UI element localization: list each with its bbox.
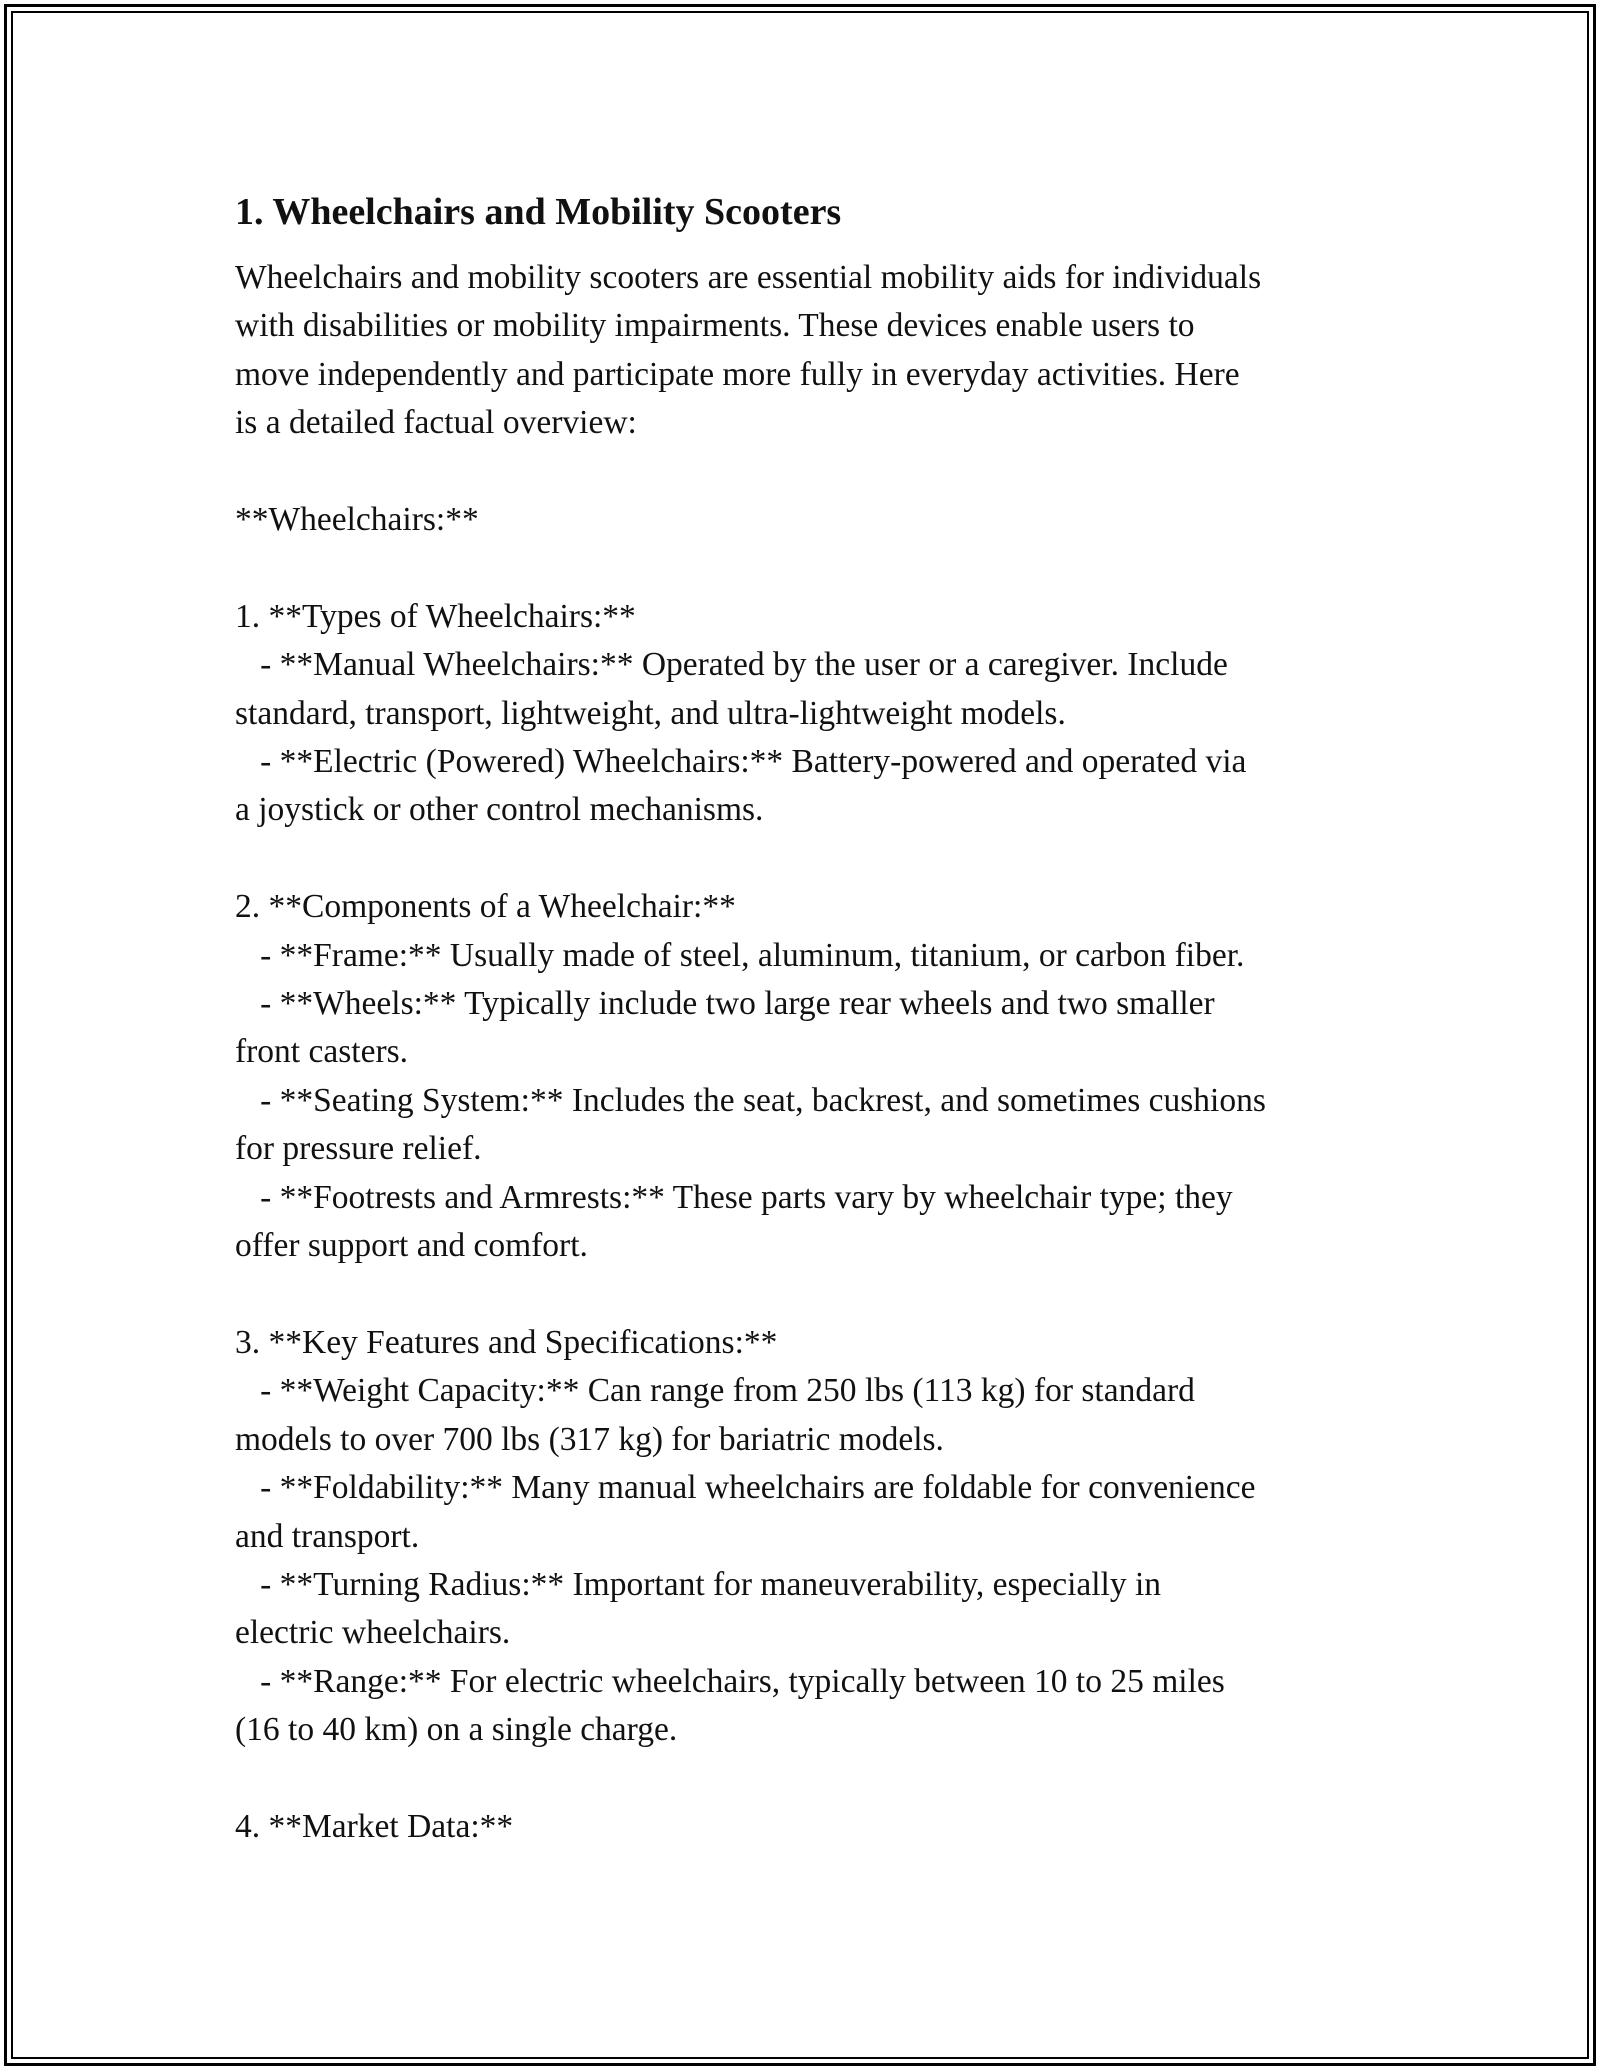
section3-line: - **Weight Capacity:** Can range from 250 lbs (113 kg) for standard [235,1372,1195,1410]
document-page [235,186,1385,1851]
section2-line: - **Seating System:** Includes the seat, backrest, and sometimes cushions [235,1081,1266,1119]
section3-line: and transport. [235,1517,420,1555]
blank-line [235,544,1385,592]
section2-line: - **Wheels:** Typically include two large rear wheels and two smaller [235,985,1215,1023]
section1-line: - **Manual Wheelchairs:** Operated by the user or a caregiver. Include [235,646,1228,684]
blank-line [235,1270,1385,1318]
section1-line: standard, transport, lightweight, and ultra-lightweight models. [235,694,1066,732]
document-title: 1. Wheelchairs and Mobility Scooters [235,191,842,233]
intro-line: Wheelchairs and mobility scooters are essential mobility aids for individuals [235,259,1262,296]
section2-line: - **Frame:** Usually made of steel, aluminum, titanium, or carbon fiber. [235,936,1245,974]
section2-line: for pressure relief. [235,1130,482,1168]
section1-line: - **Electric (Powered) Wheelchairs:** Battery-powered and operated via [235,743,1247,781]
section3-heading: 3. **Key Features and Specifications:** [235,1323,778,1361]
section3-line: - **Turning Radius:** Important for maneuverability, especially in [235,1565,1162,1603]
section1-heading: 1. **Types of Wheelchairs:** [235,597,636,635]
intro-line: is a detailed factual overview: [235,404,637,442]
section3-line: models to over 700 lbs (317 kg) for bariatric models. [235,1420,944,1458]
section4-heading: 4. **Market Data:** [235,1807,514,1845]
blank-line [235,448,1385,496]
section2-heading: 2. **Components of a Wheelchair:** [235,888,736,926]
section3-line: (16 to 40 km) on a single charge. [235,1711,678,1749]
section3-line: - **Foldability:** Many manual wheelchairs are foldable for convenience [235,1469,1256,1507]
wheelchairs-heading: **Wheelchairs:** [235,501,479,539]
intro-line: move independently and participate more fully in everyday activities. Here [235,355,1240,393]
intro-line: with disabilities or mobility impairments. These devices enable users to [235,307,1195,345]
section2-line: offer support and comfort. [235,1227,588,1265]
blank-line [235,835,1385,883]
section3-line: electric wheelchairs. [235,1614,511,1652]
blank-line [235,1755,1385,1803]
section3-line: - **Range:** For electric wheelchairs, typically between 10 to 25 miles [235,1662,1225,1700]
section2-line: front casters. [235,1033,409,1071]
section2-line: - **Footrests and Armrests:** These parts vary by wheelchair type; they [235,1178,1233,1216]
section1-line: a joystick or other control mechanisms. [235,791,764,829]
